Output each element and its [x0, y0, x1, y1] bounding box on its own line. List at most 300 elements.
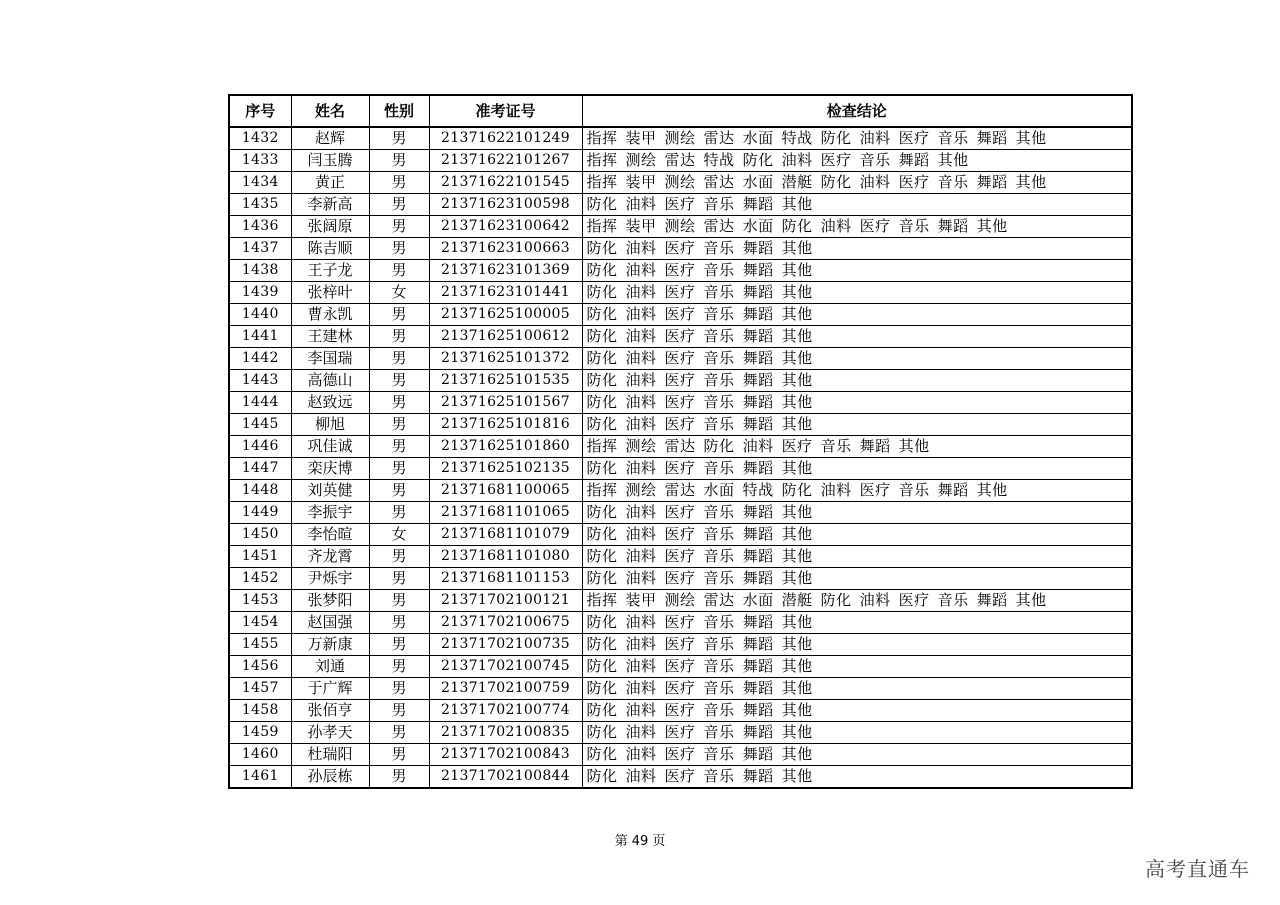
cell-result: [582, 392, 1132, 414]
header-exam-id: 准考证号: [429, 95, 582, 127]
result-tag: 其他: [781, 371, 813, 389]
result-tag: 医疗: [664, 305, 696, 323]
result-tag: 其他: [781, 745, 813, 763]
result-tag: 音乐: [703, 371, 735, 389]
result-tag: 其他: [781, 349, 813, 367]
cell-gender: 男: [369, 502, 429, 524]
result-tag: 油料: [820, 481, 852, 499]
result-tag: 其他: [781, 679, 813, 697]
result-tag: 油料: [625, 459, 657, 477]
cell-exam-id: 21371702100844: [429, 766, 582, 789]
table-row: [229, 326, 1132, 348]
cell-result: [582, 172, 1132, 194]
result-tag: 特战: [781, 129, 813, 147]
result-tag: 舞蹈: [742, 239, 774, 257]
cell-serial-number: 1436: [229, 216, 291, 238]
cell-serial-number: 1459: [229, 722, 291, 744]
cell-result: [582, 326, 1132, 348]
result-tag: 其他: [976, 481, 1008, 499]
table-row: [229, 172, 1132, 194]
result-tag: 防化: [586, 261, 618, 279]
cell-exam-id: 21371625102135: [429, 458, 582, 480]
result-tag: 音乐: [703, 415, 735, 433]
result-tag: 油料: [625, 371, 657, 389]
table-row: [229, 502, 1132, 524]
result-tag: 其他: [781, 723, 813, 741]
cell-name: 齐龙霄: [291, 546, 369, 568]
cell-exam-id: 21371681100065: [429, 480, 582, 502]
result-tag: 防化: [586, 327, 618, 345]
header-serial-number: 序号: [229, 95, 291, 127]
cell-result: [582, 127, 1132, 150]
cell-serial-number: 1438: [229, 260, 291, 282]
cell-exam-id: 21371625101372: [429, 348, 582, 370]
result-tag: 油料: [859, 173, 891, 191]
cell-gender: 男: [369, 656, 429, 678]
cell-name: 孙孝天: [291, 722, 369, 744]
result-tag: 水面: [742, 217, 774, 235]
cell-serial-number: 1455: [229, 634, 291, 656]
result-tag: 其他: [781, 239, 813, 257]
result-tag: 音乐: [703, 283, 735, 301]
result-tag: 雷达: [664, 151, 696, 169]
result-tag: 防化: [586, 767, 618, 785]
result-tag: 其他: [1015, 591, 1047, 609]
cell-result: [582, 634, 1132, 656]
result-tag: 防化: [820, 129, 852, 147]
result-tag: 指挥: [586, 129, 618, 147]
result-tag: 测绘: [664, 173, 696, 191]
result-tag: 测绘: [625, 481, 657, 499]
cell-result: [582, 546, 1132, 568]
result-tag: 医疗: [664, 349, 696, 367]
result-tag: 装甲: [625, 129, 657, 147]
result-tag: 舞蹈: [742, 283, 774, 301]
result-tag: 舞蹈: [742, 327, 774, 345]
result-tag: 油料: [625, 261, 657, 279]
cell-gender: 男: [369, 722, 429, 744]
cell-result: [582, 282, 1132, 304]
result-tag: 其他: [781, 635, 813, 653]
result-tag: 舞蹈: [742, 261, 774, 279]
cell-exam-id: 21371623101369: [429, 260, 582, 282]
cell-serial-number: 1440: [229, 304, 291, 326]
result-tag: 音乐: [937, 129, 969, 147]
cell-gender: 男: [369, 392, 429, 414]
result-tag: 音乐: [898, 217, 930, 235]
result-tag: 音乐: [703, 657, 735, 675]
cell-serial-number: 1453: [229, 590, 291, 612]
result-tag: 舞蹈: [742, 657, 774, 675]
table-row: [229, 678, 1132, 700]
cell-serial-number: 1433: [229, 150, 291, 172]
result-tag: 音乐: [703, 547, 735, 565]
result-tag: 雷达: [703, 129, 735, 147]
result-tag: 油料: [625, 635, 657, 653]
cell-name: 陈吉顺: [291, 238, 369, 260]
header-name: 姓名: [291, 95, 369, 127]
header-result: 检查结论: [582, 95, 1132, 127]
cell-exam-id: 21371622101249: [429, 127, 582, 150]
result-tag: 舞蹈: [976, 173, 1008, 191]
result-tag: 舞蹈: [742, 701, 774, 719]
result-tag: 其他: [781, 657, 813, 675]
table-row: [229, 480, 1132, 502]
result-tag: 特战: [742, 481, 774, 499]
result-tag: 舞蹈: [742, 767, 774, 785]
cell-name: 赵辉: [291, 127, 369, 150]
result-tag: 雷达: [664, 481, 696, 499]
cell-gender: 男: [369, 700, 429, 722]
cell-gender: 男: [369, 370, 429, 392]
result-tag: 油料: [625, 503, 657, 521]
cell-exam-id: 21371623100598: [429, 194, 582, 216]
result-tag: 油料: [625, 723, 657, 741]
result-tag: 防化: [586, 547, 618, 565]
result-tag: 其他: [781, 547, 813, 565]
cell-exam-id: 21371702100121: [429, 590, 582, 612]
cell-result: [582, 590, 1132, 612]
result-tag: 医疗: [820, 151, 852, 169]
cell-result: [582, 766, 1132, 789]
result-tag: 油料: [625, 415, 657, 433]
result-tag: 音乐: [820, 437, 852, 455]
cell-serial-number: 1457: [229, 678, 291, 700]
result-tag: 其他: [781, 525, 813, 543]
cell-exam-id: 21371681101153: [429, 568, 582, 590]
result-tag: 雷达: [664, 437, 696, 455]
result-tag: 油料: [625, 767, 657, 785]
cell-exam-id: 21371625101535: [429, 370, 582, 392]
result-tag: 油料: [625, 283, 657, 301]
cell-gender: 男: [369, 678, 429, 700]
cell-gender: 男: [369, 590, 429, 612]
result-tag: 油料: [742, 437, 774, 455]
cell-serial-number: 1454: [229, 612, 291, 634]
result-tag: 舞蹈: [937, 481, 969, 499]
cell-result: [582, 458, 1132, 480]
cell-gender: 男: [369, 127, 429, 150]
result-tag: 医疗: [859, 217, 891, 235]
result-tag: 医疗: [664, 239, 696, 257]
cell-gender: 男: [369, 458, 429, 480]
result-tag: 防化: [586, 679, 618, 697]
cell-result: [582, 612, 1132, 634]
result-tag: 防化: [703, 437, 735, 455]
cell-exam-id: 21371702100835: [429, 722, 582, 744]
cell-result: [582, 414, 1132, 436]
result-tag: 油料: [820, 217, 852, 235]
cell-name: 万新康: [291, 634, 369, 656]
table-header: [229, 95, 1132, 127]
result-tag: 指挥: [586, 217, 618, 235]
cell-gender: 男: [369, 326, 429, 348]
result-tag: 舞蹈: [742, 393, 774, 411]
result-tag: 医疗: [664, 635, 696, 653]
result-tag: 医疗: [664, 393, 696, 411]
result-tag: 指挥: [586, 173, 618, 191]
result-tag: 油料: [781, 151, 813, 169]
cell-serial-number: 1460: [229, 744, 291, 766]
result-tag: 医疗: [664, 679, 696, 697]
table-row: [229, 700, 1132, 722]
cell-exam-id: 21371625100612: [429, 326, 582, 348]
cell-serial-number: 1435: [229, 194, 291, 216]
table-row: [229, 238, 1132, 260]
cell-exam-id: 21371702100675: [429, 612, 582, 634]
result-tag: 防化: [781, 217, 813, 235]
cell-serial-number: 1432: [229, 127, 291, 150]
result-tag: 医疗: [898, 129, 930, 147]
table-row: [229, 127, 1132, 150]
result-tag: 指挥: [586, 481, 618, 499]
cell-name: 张佰亨: [291, 700, 369, 722]
cell-result: [582, 436, 1132, 458]
cell-serial-number: 1439: [229, 282, 291, 304]
result-tag: 舞蹈: [742, 613, 774, 631]
result-tag: 防化: [820, 173, 852, 191]
cell-exam-id: 21371622101545: [429, 172, 582, 194]
cell-exam-id: 21371702100774: [429, 700, 582, 722]
table-row: [229, 744, 1132, 766]
page-number: 第 49 页: [614, 834, 666, 849]
result-tag: 防化: [586, 195, 618, 213]
result-tag: 舞蹈: [898, 151, 930, 169]
result-tag: 医疗: [664, 503, 696, 521]
result-tag: 音乐: [703, 701, 735, 719]
result-tag: 油料: [859, 591, 891, 609]
cell-exam-id: 21371681101079: [429, 524, 582, 546]
cell-result: [582, 348, 1132, 370]
cell-name: 王建林: [291, 326, 369, 348]
cell-result: [582, 656, 1132, 678]
table-row: [229, 458, 1132, 480]
cell-serial-number: 1458: [229, 700, 291, 722]
cell-result: [582, 216, 1132, 238]
result-tag: 音乐: [703, 239, 735, 257]
cell-name: 黄正: [291, 172, 369, 194]
result-tag: 其他: [781, 613, 813, 631]
result-tag: 防化: [586, 283, 618, 301]
result-tag: 音乐: [703, 745, 735, 763]
result-tag: 其他: [937, 151, 969, 169]
result-tag: 防化: [586, 613, 618, 631]
cell-serial-number: 1442: [229, 348, 291, 370]
result-tag: 舞蹈: [976, 591, 1008, 609]
cell-serial-number: 1446: [229, 436, 291, 458]
result-tag: 油料: [625, 305, 657, 323]
table-row: [229, 260, 1132, 282]
result-tag: 音乐: [898, 481, 930, 499]
cell-gender: 男: [369, 414, 429, 436]
result-tag: 音乐: [937, 173, 969, 191]
result-tag: 医疗: [664, 657, 696, 675]
cell-gender: 女: [369, 524, 429, 546]
cell-serial-number: 1444: [229, 392, 291, 414]
cell-name: 李新高: [291, 194, 369, 216]
result-tag: 医疗: [664, 283, 696, 301]
cell-exam-id: 21371625101860: [429, 436, 582, 458]
cell-result: [582, 194, 1132, 216]
cell-result: [582, 700, 1132, 722]
cell-exam-id: 21371702100843: [429, 744, 582, 766]
cell-name: 赵国强: [291, 612, 369, 634]
result-tag: 油料: [625, 613, 657, 631]
cell-gender: 男: [369, 260, 429, 282]
result-tag: 油料: [625, 195, 657, 213]
result-tag: 潜艇: [781, 591, 813, 609]
result-tag: 医疗: [781, 437, 813, 455]
cell-gender: 男: [369, 568, 429, 590]
cell-name: 杜瑞阳: [291, 744, 369, 766]
result-tag: 医疗: [664, 415, 696, 433]
result-tag: 特战: [703, 151, 735, 169]
table-row: [229, 304, 1132, 326]
result-tag: 油料: [625, 569, 657, 587]
result-tag: 舞蹈: [742, 349, 774, 367]
result-tag: 音乐: [703, 305, 735, 323]
cell-result: [582, 238, 1132, 260]
cell-exam-id: 21371623100663: [429, 238, 582, 260]
cell-exam-id: 21371702100735: [429, 634, 582, 656]
result-tag: 防化: [586, 459, 618, 477]
cell-exam-id: 21371625101816: [429, 414, 582, 436]
cell-exam-id: 21371623101441: [429, 282, 582, 304]
result-tag: 防化: [586, 635, 618, 653]
cell-result: [582, 722, 1132, 744]
cell-name: 柳旭: [291, 414, 369, 436]
result-tag: 其他: [976, 217, 1008, 235]
result-tag: 水面: [703, 481, 735, 499]
result-tag: 医疗: [664, 327, 696, 345]
cell-name: 尹烁宇: [291, 568, 369, 590]
table-row: [229, 370, 1132, 392]
result-tag: 音乐: [703, 635, 735, 653]
result-tag: 防化: [586, 701, 618, 719]
cell-gender: 男: [369, 546, 429, 568]
header-gender: 性别: [369, 95, 429, 127]
result-tag: 油料: [625, 679, 657, 697]
cell-name: 赵致远: [291, 392, 369, 414]
result-tag: 防化: [586, 657, 618, 675]
cell-name: 张梦阳: [291, 590, 369, 612]
result-tag: 医疗: [664, 195, 696, 213]
result-tag: 防化: [586, 393, 618, 411]
result-tag: 音乐: [703, 569, 735, 587]
cell-gender: 男: [369, 634, 429, 656]
result-tag: 防化: [586, 371, 618, 389]
cell-exam-id: 21371625101567: [429, 392, 582, 414]
result-tag: 装甲: [625, 173, 657, 191]
cell-name: 刘英健: [291, 480, 369, 502]
result-tag: 舞蹈: [742, 459, 774, 477]
result-tag: 音乐: [703, 327, 735, 345]
result-tag: 音乐: [937, 591, 969, 609]
result-tag: 测绘: [664, 129, 696, 147]
cell-serial-number: 1443: [229, 370, 291, 392]
cell-serial-number: 1448: [229, 480, 291, 502]
result-tag: 舞蹈: [742, 525, 774, 543]
cell-result: [582, 524, 1132, 546]
result-tag: 防化: [586, 349, 618, 367]
result-tag: 舞蹈: [742, 305, 774, 323]
result-tag: 医疗: [664, 723, 696, 741]
result-tag: 医疗: [664, 613, 696, 631]
result-tag: 防化: [586, 525, 618, 543]
result-tag: 其他: [781, 569, 813, 587]
result-tag: 指挥: [586, 437, 618, 455]
result-tag: 音乐: [703, 723, 735, 741]
result-tag: 雷达: [703, 217, 735, 235]
cell-serial-number: 1452: [229, 568, 291, 590]
result-tag: 防化: [586, 723, 618, 741]
result-tag: 装甲: [625, 217, 657, 235]
result-tag: 测绘: [625, 151, 657, 169]
table-body: [229, 127, 1132, 788]
result-tag: 防化: [586, 239, 618, 257]
result-tag: 其他: [781, 283, 813, 301]
watermark-logo-text: 高考直通车: [1145, 857, 1250, 881]
result-tag: 音乐: [703, 195, 735, 213]
cell-name: 于广辉: [291, 678, 369, 700]
result-tag: 水面: [742, 173, 774, 191]
cell-serial-number: 1437: [229, 238, 291, 260]
cell-serial-number: 1441: [229, 326, 291, 348]
table-row: [229, 414, 1132, 436]
result-tag: 水面: [742, 591, 774, 609]
cell-serial-number: 1445: [229, 414, 291, 436]
result-tag: 医疗: [664, 767, 696, 785]
table-row: [229, 524, 1132, 546]
result-tag: 舞蹈: [742, 371, 774, 389]
cell-name: 李国瑞: [291, 348, 369, 370]
result-tag: 其他: [781, 393, 813, 411]
result-tag: 医疗: [664, 261, 696, 279]
cell-gender: 男: [369, 612, 429, 634]
table-row: [229, 392, 1132, 414]
result-tag: 音乐: [703, 525, 735, 543]
cell-name: 刘通: [291, 656, 369, 678]
result-tag: 舞蹈: [742, 679, 774, 697]
cell-name: 张阔原: [291, 216, 369, 238]
result-tag: 指挥: [586, 591, 618, 609]
result-tag: 舞蹈: [742, 723, 774, 741]
result-tag: 医疗: [898, 591, 930, 609]
cell-gender: 男: [369, 766, 429, 789]
cell-gender: 女: [369, 282, 429, 304]
result-tag: 其他: [781, 327, 813, 345]
result-tag: 音乐: [703, 503, 735, 521]
table-row: [229, 194, 1132, 216]
result-tag: 舞蹈: [976, 129, 1008, 147]
result-tag: 潜艇: [781, 173, 813, 191]
table-row: [229, 568, 1132, 590]
cell-gender: 男: [369, 238, 429, 260]
result-tag: 其他: [898, 437, 930, 455]
result-tag: 其他: [781, 195, 813, 213]
cell-gender: 男: [369, 304, 429, 326]
result-tag: 舞蹈: [742, 745, 774, 763]
cell-exam-id: 21371681101065: [429, 502, 582, 524]
result-tag: 油料: [625, 547, 657, 565]
result-tag: 音乐: [703, 613, 735, 631]
result-tag: 测绘: [664, 217, 696, 235]
cell-exam-id: 21371702100759: [429, 678, 582, 700]
cell-name: 李振宇: [291, 502, 369, 524]
result-tag: 油料: [625, 525, 657, 543]
result-tag: 油料: [859, 129, 891, 147]
result-tag: 防化: [586, 415, 618, 433]
